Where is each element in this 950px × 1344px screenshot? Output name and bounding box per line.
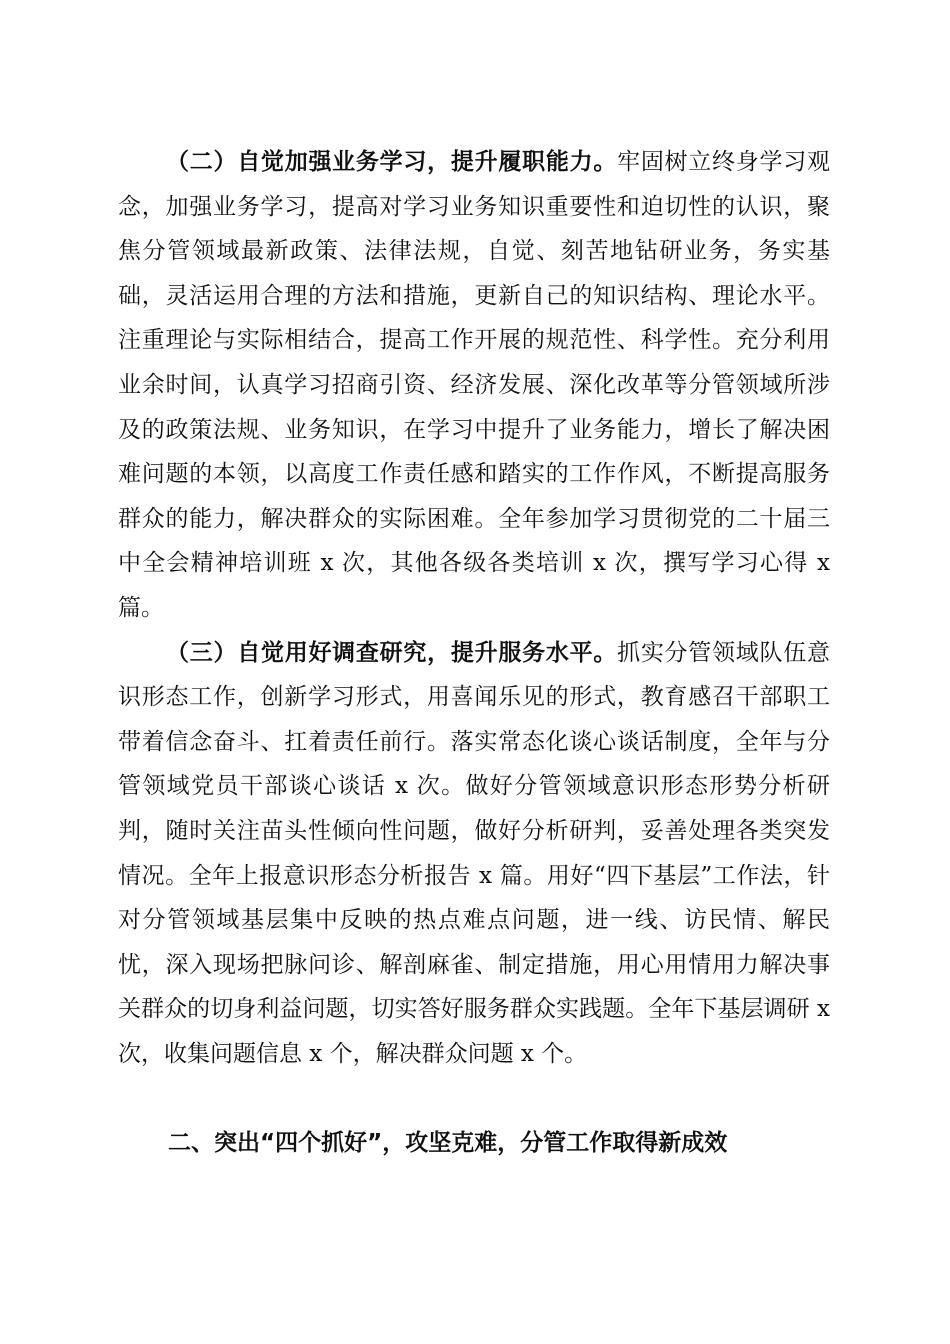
document-body [118,140,830,1076]
paragraph-research-service [118,631,830,1077]
paragraph-business-learning [118,140,830,631]
paragraph-lead-heading: （三）自觉用好调查研究，提升服务水平。 [166,638,618,666]
paragraph-lead-heading: （二）自觉加强业务学习，提升履职能力。 [166,148,618,175]
section-heading: 二、突出“四个抓好”，攻坚克难，分管工作取得新成效 [168,1130,728,1156]
paragraph-text: 抓实分管领域队伍意识形态工作，创新学习形式，用喜闻乐见的形式，教育感召干部职工带着信念奋斗、扛着责任前行。落实常态化谈心谈话制度，全年与分管领域党员干部谈心谈话 x 次。做好分管领域意识形态形势分析研判，随时关注苗头性倾向性问题，做好分析研判，妥善处理各类突发情况。全年上报意识形态分析报告 x 篇。用好“四下基层”工作法，针对分管领域基层集中反映的热点难点问题，进一线、访民情、解民忧，深入现场把脉问诊、解剖麻雀、制定措施，用心用情用力解决事关群众的切身利益问题，切实答好服务群众实践题。全年下基层调研 x 次，收集问题信息 x 个，解决群众问题 x 个。 [118,639,831,1067]
paragraph-text: 牢固树立终身学习观念，加强业务学习，提高对学习业务知识重要性和迫切性的认识，聚焦分管领域最新政策、法律法规，自觉、刻苦地钻研业务，务实基础，灵活运用合理的方法和措施，更新自己的知识结构、理论水平。注重理论与实际相结合，提高工作开展的规范性、科学性。充分利用业余时间，认真学习招商引资、经济发展、深化改革等分管领域所涉及的政策法规、业务知识，在学习中提升了业务能力，增长了解决困难问题的本领，以高度工作责任感和踏实的工作作风，不断提高服务群众的能力，解决群众的实际困难。全年参加学习贯彻党的二十届三中全会精神培训班 x 次，其他各级各类培训 x 次，撰写学习心得 x 篇。 [118,149,831,621]
